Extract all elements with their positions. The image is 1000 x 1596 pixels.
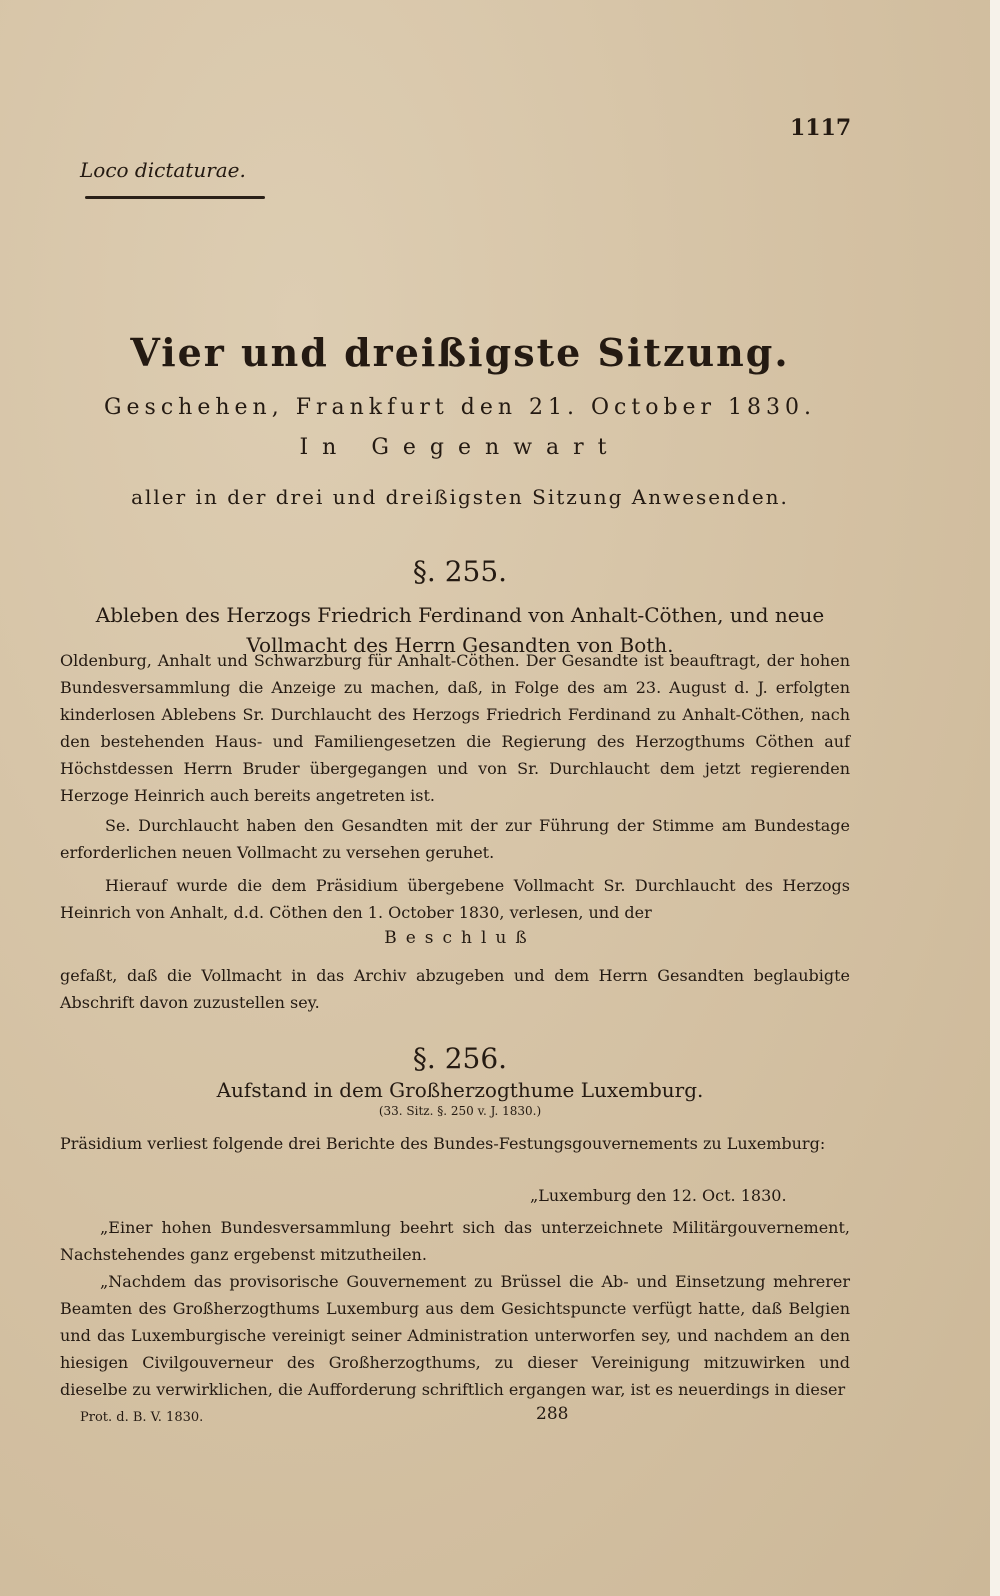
letter-date: „Luxemburg den 12. Oct. 1830. [530, 1186, 787, 1205]
beschluss-heading: Beschluß [384, 928, 536, 948]
marginal-note: Loco dictaturae. [80, 158, 246, 182]
presence-heading: In Gegenwart [299, 435, 621, 460]
presence-text: aller in der drei und dreißigsten Sitzung Anwesenden. [131, 485, 789, 509]
section-255-paragraph-4: gefaßt, daß die Vollmacht in das Archiv abzugeben und dem Herrn Gesandten beglaubigte Abschrift davon zuzustellen sey. [60, 966, 850, 1012]
session-title: Vier und dreißigste Sitzung. [130, 330, 790, 375]
footer-signature: Prot. d. B. V. 1830. [80, 1410, 204, 1425]
section-256-reference: (33. Sitz. §. 250 v. J. 1830.) [378, 1104, 542, 1118]
section-256-paragraph-3: „Nachdem das provisorische Gouvernement zu Brüssel die Ab- und Einsetzung mehrerer Beamten des Großherzogthums Luxemburg aus dem Gesichtspuncte verfügt hatte, daß Belgien und das Luxemburgische vereinigt seiner Administration unterworfen sey, und nachdem an den hiesigen Civilgouverneur des Großherzogthums, zu dieser Vereinigung mitzuwirken und dieselbe zu verwirklichen, die Aufforderung schriftlich ergangen war, ist es neuerdings in dieser [60, 1272, 850, 1399]
section-256-heading: Aufstand in dem Großherzogthume Luxemburg. [216, 1078, 704, 1102]
section-255-paragraph-2: Se. Durchlaucht haben den Gesandten mit der zur Führung der Stimme am Bundestage erforderlichen neuen Vollmacht zu versehen geruhet. [60, 816, 850, 862]
session-date: Geschehen, Frankfurt den 21. October 1830. [103, 395, 817, 420]
footer-sheet-number: 288 [536, 1404, 569, 1424]
page-number: 1117 [790, 115, 852, 141]
section-256-paragraph-1: Präsidium verliest folgende drei Berichte des Bundes-Festungsgouvernements zu Luxemburg: [60, 1134, 826, 1153]
section-255-paragraph-1: Oldenburg, Anhalt und Schwarzburg für Anhalt-Cöthen. Der Gesandte ist beauftragt, der hohen Bundesversammlung die Anzeige zu machen, daß, in Folge des am 23. August d. J. erfolgten kinderlosen Ablebens Sr. Durchlaucht des Herzogs Friedrich Ferdinand zu Anhalt-Cöthen, nach den bestehenden Haus- und Familiengesetzen die Regierung des Herzogthums Cöthen auf Höchstdessen Herrn Bruder übergegangen und von Sr. Durchlaucht dem jetzt regierenden Herzoge Heinrich auch bereits angetreten ist. [60, 651, 850, 805]
section-255-number: §. 255. [412, 555, 508, 588]
section-255-heading: Ableben des Herzogs Friedrich Ferdinand von Anhalt-Cöthen, und neue Vollmacht des Herrn Gesandten von Both. [95, 603, 825, 657]
section-256-paragraph-2: „Einer hohen Bundesversammlung beehrt sich das unterzeichnete Militärgouvernement, Nachstehendes ganz ergebenst mitzutheilen. [60, 1218, 850, 1264]
marginal-rule [85, 196, 265, 199]
section-255-paragraph-3: Hierauf wurde die dem Präsidium übergebene Vollmacht Sr. Durchlaucht des Herzogs Heinrich von Anhalt, d.d. Cöthen den 1. October 1830, verlesen, und der [60, 876, 850, 922]
section-256-number: §. 256. [412, 1042, 508, 1075]
scan-margin [990, 0, 1000, 1596]
